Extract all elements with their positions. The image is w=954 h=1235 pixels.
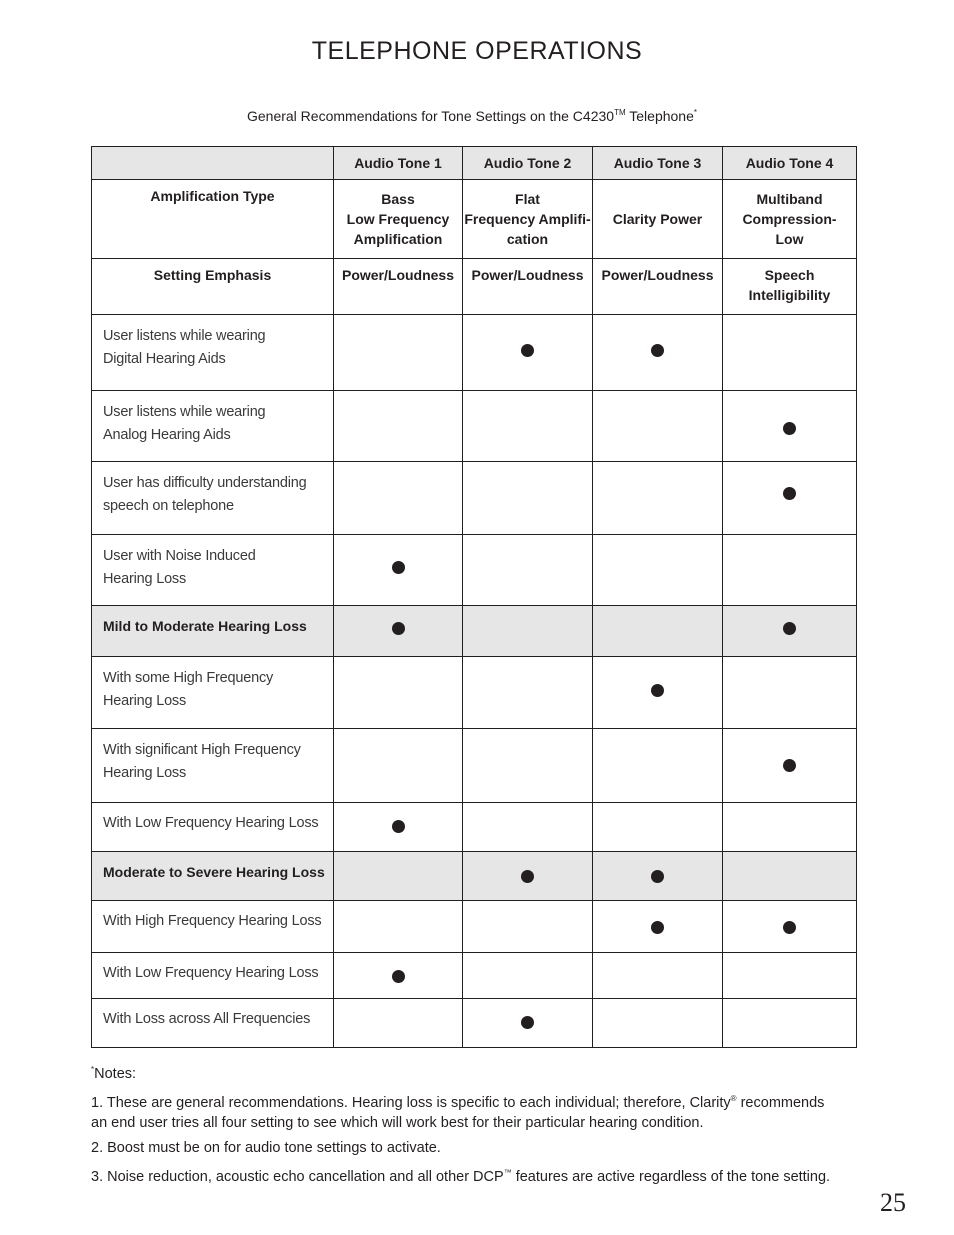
recommended-dot-icon <box>783 622 796 635</box>
group-label <box>92 852 334 901</box>
tone-3-cell <box>593 852 723 901</box>
table-row <box>92 901 857 953</box>
recommended-dot-icon <box>392 820 405 833</box>
tone-4-cell <box>723 462 857 535</box>
tone-3-cell <box>593 462 723 535</box>
condition-label-line: User listens while wearing <box>103 328 266 344</box>
caption-asterisk: * <box>693 108 697 117</box>
recommended-dot-icon <box>392 970 405 983</box>
tone-4-cell <box>723 953 857 999</box>
tone-3-cell <box>593 999 723 1048</box>
tone-2-cell <box>463 315 593 391</box>
tone-2-cell <box>463 462 593 535</box>
table-row <box>92 729 857 803</box>
tone-3-cell <box>593 657 723 729</box>
condition-label <box>92 462 334 535</box>
notes-asterisk: * <box>91 1065 95 1074</box>
condition-label <box>92 999 334 1048</box>
tone-3-cell <box>593 391 723 462</box>
note-3-trademark: ™ <box>503 1168 512 1177</box>
note-2: 2. Boost must be on for audio tone settings to activate. <box>91 1140 441 1156</box>
tone-1-cell <box>334 999 463 1048</box>
condition-label-line: Moderate to Severe Hearing Loss <box>103 864 325 880</box>
setting-emphasis-row <box>92 259 857 315</box>
tone-2-cell <box>463 901 593 953</box>
header-audio-tone-3: Audio Tone 3 <box>593 147 723 180</box>
emphasis-tone4-line: Speech <box>764 267 815 283</box>
header-audio-tone-4: Audio Tone 4 <box>723 147 857 180</box>
note-3-suffix: features are active regardless of the tone setting. <box>511 1169 831 1185</box>
tone-3-cell <box>593 315 723 391</box>
table-row <box>92 999 857 1048</box>
amplification-tone-1 <box>334 180 463 259</box>
tone-1-cell <box>334 729 463 803</box>
group-row <box>92 606 857 657</box>
condition-label-line: With some High Frequency <box>103 670 274 686</box>
tone-2-cell <box>463 391 593 462</box>
condition-label-line: With significant High Frequency <box>103 742 301 758</box>
header-blank-cell <box>92 147 334 180</box>
recommended-dot-icon <box>392 561 405 574</box>
condition-label <box>92 657 334 729</box>
condition-label-line: Mild to Moderate Hearing Loss <box>103 618 307 634</box>
note-1-registered: ® <box>730 1094 737 1103</box>
emphasis-tone-2: Power/Loudness <box>463 259 593 315</box>
table-row <box>92 315 857 391</box>
table-row <box>92 803 857 852</box>
recommended-dot-icon <box>521 344 534 357</box>
condition-label-line: With Loss across All Frequencies <box>103 1011 311 1027</box>
tone-2-cell <box>463 953 593 999</box>
recommended-dot-icon <box>651 344 664 357</box>
table-row <box>92 657 857 729</box>
condition-label <box>92 901 334 953</box>
tone-settings-table <box>91 146 857 1048</box>
condition-label-line: Hearing Loss <box>103 571 187 587</box>
tone-2-cell <box>463 729 593 803</box>
amp-tone4-line: Low <box>775 231 804 247</box>
condition-label-line: With Low Frequency Hearing Loss <box>103 815 319 831</box>
condition-label-line: Analog Hearing Aids <box>103 427 231 443</box>
tone-4-cell <box>723 391 857 462</box>
note-3 <box>91 1163 851 1187</box>
notes-heading <box>91 1060 851 1084</box>
tone-2-cell <box>463 803 593 852</box>
recommended-dot-icon <box>783 759 796 772</box>
tone-1-cell <box>334 315 463 391</box>
tone-4-cell <box>723 315 857 391</box>
tone-4-cell <box>723 729 857 803</box>
table-row <box>92 391 857 462</box>
recommended-dot-icon <box>783 921 796 934</box>
header-audio-tone-1: Audio Tone 1 <box>334 147 463 180</box>
recommended-dot-icon <box>651 684 664 697</box>
tone-1-cell <box>334 953 463 999</box>
condition-label-line: Digital Hearing Aids <box>103 351 226 367</box>
recommended-dot-icon <box>783 487 796 500</box>
recommended-dot-icon <box>392 622 405 635</box>
tone-2-cell <box>463 999 593 1048</box>
amplification-type-row <box>92 180 857 259</box>
emphasis-tone-3: Power/Loudness <box>593 259 723 315</box>
condition-label-line: speech on telephone <box>103 498 234 514</box>
caption-tm: TM <box>614 108 626 117</box>
recommended-dot-icon <box>521 1016 534 1029</box>
group-label <box>92 606 334 657</box>
tone-4-cell <box>723 606 857 657</box>
tone-2-cell <box>463 535 593 606</box>
condition-label <box>92 803 334 852</box>
tone-3-cell <box>593 803 723 852</box>
amp-tone4-line: Multiband <box>756 191 823 207</box>
table-caption <box>0 108 944 124</box>
condition-label <box>92 729 334 803</box>
tone-3-cell <box>593 901 723 953</box>
amplification-tone-3: Clarity Power <box>593 180 723 259</box>
recommended-dot-icon <box>521 870 534 883</box>
condition-label-line: User has difficulty understanding <box>103 475 307 491</box>
table-row <box>92 462 857 535</box>
group-row <box>92 852 857 901</box>
condition-label-line: User listens while wearing <box>103 404 266 420</box>
note-1-line2: an end user tries all four setting to see which will work best for their particular hearing condition. <box>91 1115 704 1131</box>
amp-tone1-line: Amplification <box>353 231 443 247</box>
tone-3-cell <box>593 953 723 999</box>
note-1-prefix: 1. These are general recommendations. Hearing loss is specific to each individual; therefore, Clarity <box>91 1095 731 1111</box>
table-row <box>92 535 857 606</box>
condition-label-line: Hearing Loss <box>103 693 187 709</box>
amp-tone1-line: Bass <box>381 191 415 207</box>
tone-4-cell <box>723 803 857 852</box>
page-number: 25 <box>880 1188 906 1217</box>
notes-heading-text: Notes: <box>94 1066 137 1082</box>
tone-1-cell <box>334 803 463 852</box>
amp-tone2-line: Flat <box>515 191 540 207</box>
tone-1-cell <box>334 462 463 535</box>
caption-suffix: Telephone <box>625 108 694 124</box>
notes-section <box>91 1060 851 1192</box>
note-1 <box>91 1089 851 1133</box>
tone-2-cell <box>463 852 593 901</box>
note-3-prefix: 3. Noise reduction, acoustic echo cancellation and all other DCP <box>91 1169 504 1185</box>
tone-1-cell <box>334 535 463 606</box>
condition-label <box>92 953 334 999</box>
note-1-line1-end: recommends <box>736 1095 825 1111</box>
caption-prefix: General Recommendations for Tone Settings on the C4230 <box>246 108 615 124</box>
page-title: TELEPHONE OPERATIONS <box>311 37 643 65</box>
amplification-type-label: Amplification Type <box>92 180 334 259</box>
tone-3-cell <box>593 729 723 803</box>
setting-emphasis-label: Setting Emphasis <box>92 259 334 315</box>
header-audio-tone-2: Audio Tone 2 <box>463 147 593 180</box>
tone-4-cell <box>723 657 857 729</box>
tone-1-cell <box>334 606 463 657</box>
tone-4-cell <box>723 999 857 1048</box>
tone-4-cell <box>723 535 857 606</box>
amp-tone4-line: Compression- <box>742 211 837 227</box>
condition-label <box>92 391 334 462</box>
emphasis-tone-1: Power/Loudness <box>334 259 463 315</box>
tone-3-cell <box>593 535 723 606</box>
tone-1-cell <box>334 391 463 462</box>
tone-1-cell <box>334 852 463 901</box>
tone-1-cell <box>334 901 463 953</box>
header-row <box>92 147 857 180</box>
amp-tone2-line: cation <box>506 231 549 247</box>
tone-4-cell <box>723 852 857 901</box>
emphasis-tone4-line: Intelligibility <box>748 287 831 303</box>
emphasis-tone-4 <box>723 259 857 315</box>
tone-4-cell <box>723 901 857 953</box>
recommended-dot-icon <box>651 921 664 934</box>
recommended-dot-icon <box>783 422 796 435</box>
tone-1-cell <box>334 657 463 729</box>
condition-label-line: User with Noise Induced <box>103 548 256 564</box>
condition-label <box>92 535 334 606</box>
condition-label-line: Hearing Loss <box>103 765 187 781</box>
condition-label-line: With Low Frequency Hearing Loss <box>103 965 319 981</box>
amp-tone1-line: Low Frequency <box>346 211 450 227</box>
recommended-dot-icon <box>651 870 664 883</box>
condition-label-line: With High Frequency Hearing Loss <box>103 913 322 929</box>
tone-3-cell <box>593 606 723 657</box>
amp-tone2-line: Frequency Amplifi- <box>464 211 591 227</box>
tone-2-cell <box>463 657 593 729</box>
amplification-tone-2 <box>463 180 593 259</box>
table-row <box>92 953 857 999</box>
tone-2-cell <box>463 606 593 657</box>
amplification-tone-4 <box>723 180 857 259</box>
condition-label <box>92 315 334 391</box>
